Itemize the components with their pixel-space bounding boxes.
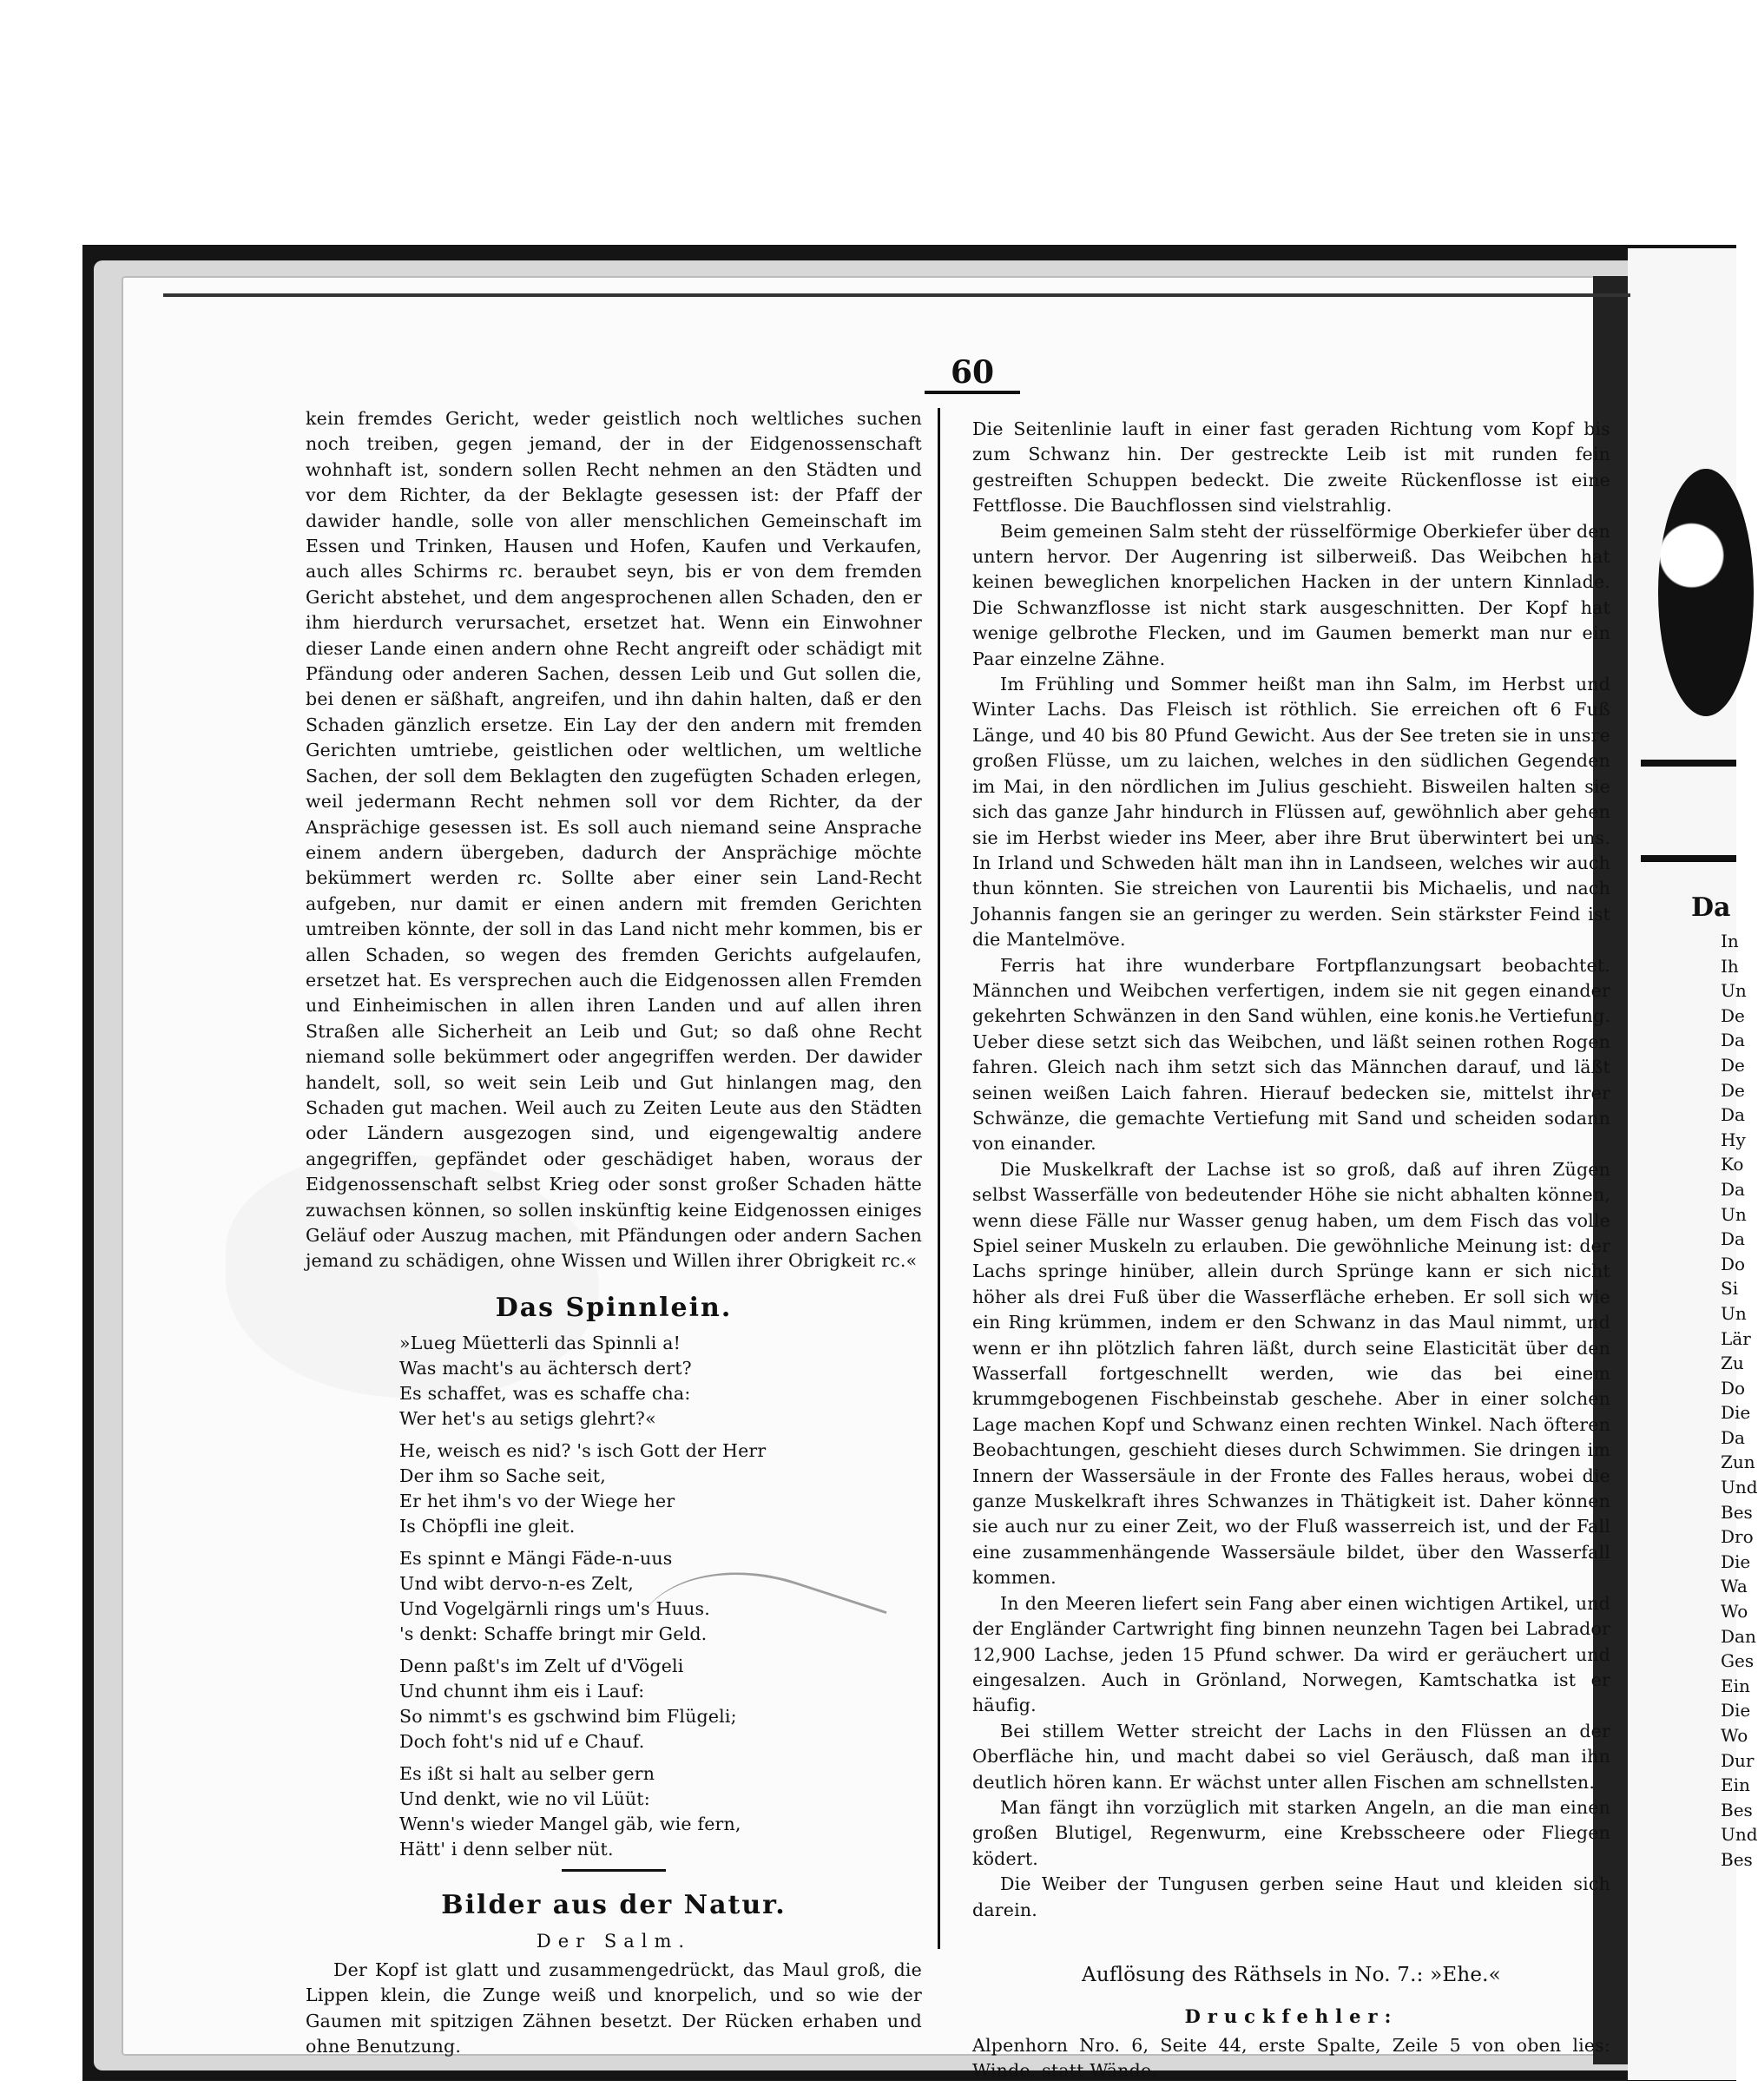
line-fragment: Da [1721,1104,1745,1126]
poem-line: Und wibt dervo-n-es Zelt, [399,1573,634,1595]
line-fragment: Die [1721,1700,1751,1721]
poem-line: Er het ihm's vo der Wiege her [399,1491,675,1512]
poem-stanza [399,1761,922,1862]
poem-stanza [399,1331,922,1432]
line-fragment: Zun [1721,1452,1755,1473]
riddle-solution: Auflösung des Räthsels in No. 7.: »Ehe.« [1082,1963,1501,1986]
salm-paragraph: Die Muskelkraft der Lachse ist so groß, daß auf ihren Zügen selbst Wasserfälle von bedeutender Höhe sie nicht abhalten können, wenn diese Fälle nur Wasser genug haben, um dem Fisch das volle Spiel seiner Muskeln zu erlauben. Die gewöhnliche Meinung ist: der Lachs springe hinüber, allein durch Sprünge kann er sich nicht höher als drei Fuß über die Wasserfläche erheben. Er soll sich wie ein Ring krümmen, indem er den Schwanz in das Maul nimmt, und wenn er ihn plötzlich fahren läßt, durch seine Elasticität über den Wasserfall fortgeschnellt werden, wie das bei einem krummgebogenen Fischbeinstab geschehe. Aber in einer solchen Lage machen Kopf und Schwanz einen rechten Winkel. Nach öfteren Beobachtungen, geschieht dieses durch Schwimmen. Sie dringen im Innern der Wassersäule in der Fronte des Falles heraus, wobei die ganze Muskelkraft ihres Schwanzes in Thätigkeit ist. Daher können sie auch nur zu einer Zeit, wo der Fluß wasserreich ist, und der Fall eine zusammenhängende Wassersäule bildet, über den Wasserfall kommen. [972,1158,1610,1589]
line-fragment: Un [1721,980,1747,1002]
poem-line: 's denkt: Schaffe bringt mir Geld. [399,1623,708,1645]
right-page-line-fragments [1721,929,1758,1873]
poem-line: Und denkt, wie no vil Lüüt: [399,1788,650,1810]
salm-paragraph: In den Meeren liefert sein Fang aber einen wichtigen Artikel, und der Engländer Cartwright fing binnen neunzehn Tagen bei Labrador 12,900 Lachse, jeden 15 Pfund schwer. Da wird er geräuchert und eingesalzen. Auch in Grönland, Norwegen, Kamtschatka ist er häufig. [972,1592,1610,1716]
page-number-rule [925,391,1020,394]
poem-line: Es spinnt e Mängi Fäde-n-uus [399,1548,673,1570]
poem-line: Wenn's wieder Mangel gäb, wie fern, [399,1814,741,1835]
poem-line: Es ißt si halt au selber gern [399,1763,655,1785]
right-page-rule [1641,760,1736,767]
salm-paragraph: Die Weiber der Tungusen gerben seine Haut und kleiden sich darein. [972,1873,1610,1920]
poem [399,1331,922,1862]
column-divider [938,408,940,1949]
line-fragment: De [1721,1079,1745,1101]
line-fragment: Ih [1721,955,1739,977]
poem-line: Was macht's au ächtersch dert? [399,1358,692,1379]
line-fragment: Si [1721,1278,1739,1300]
line-fragment: Und [1721,1477,1758,1498]
salm-paragraph: Beim gemeinen Salm steht der rüsselförmige Oberkiefer über den untern hervor. Der Augenring ist silberweiß. Das Weibchen hat keinen beweglichen knorpelichen Hacken in der untern Kinnlade. Die Schwanzflosse ist nicht stark ausgeschnitten. Der Kopf hat wenige gelbrothe Flecken, und im Gaumen bemerkt man nur ein Paar einzelne Zähne. [972,520,1610,669]
salm-intro-paragraph: Der Kopf ist glatt und zusammengedrückt, das Maul groß, die Lippen klein, die Zunge weiß und knorpelich, und so wie der Gaumen mit spitzigen Zähnen besetzt. Der Rücken erhaben und ohne Benutzung. [306,1959,922,2057]
section-divider [562,1869,666,1872]
line-fragment: In [1721,931,1739,951]
poem-line: Und Vogelgärnli rings um's Huus. [399,1598,710,1620]
right-column [972,417,1610,2084]
poem-line: Der ihm so Sache seit, [399,1465,606,1487]
right-page-rule [1641,855,1736,862]
poem-line: »Lueg Müetterli das Spinnli a! [399,1333,681,1354]
line-fragment: Zu [1721,1353,1744,1374]
right-page-title-fragment: Da [1691,892,1731,923]
line-fragment: Do [1721,1253,1746,1274]
page-number: 60 [950,354,995,391]
line-fragment: Wa [1721,1576,1748,1597]
line-fragment: Ko [1721,1154,1744,1175]
poem-title: Das Spinnlein. [495,1292,733,1323]
line-fragment: Un [1721,1203,1747,1225]
line-fragment: Ein [1721,1774,1750,1796]
poem-line: Und chunnt ihm eis i Lauf: [399,1681,645,1702]
line-fragment: Die [1721,1550,1751,1572]
poem-stanza [399,1654,922,1754]
poem-line: So nimmt's es gschwind bim Flügeli; [399,1706,737,1728]
poem-stanza [399,1438,922,1539]
line-fragment: Da [1721,1178,1745,1200]
left-column [306,406,922,2060]
poem-stanza [399,1546,922,1647]
poem-line: Wer het's au setigs glehrt?« [399,1408,656,1430]
section-title: Bilder aus der Natur. [441,1890,787,1921]
line-fragment: De [1721,1004,1745,1026]
line-fragment: Bes [1721,1848,1753,1870]
right-page-emblem-icon [1658,469,1754,716]
poem-line: Es schaffet, was es schaffe cha: [399,1383,691,1405]
section-subtitle: Der Salm. [536,1930,692,1952]
line-fragment: Hy [1721,1129,1746,1150]
poem-line: Denn paßt's im Zelt uf d'Vögeli [399,1656,684,1677]
salm-paragraph: Die Seitenlinie lauft in einer fast geraden Richtung vom Kopf bis zum Schwanz hin. Der gestreckte Leib ist mit runden fein gestreiften Schuppen bedeckt. Die zweite Rückenflosse ist eine Fettflosse. Die Bauchflossen sind vielstrahlig. [972,418,1610,517]
line-fragment: Bes [1721,1799,1753,1820]
line-fragment: De [1721,1054,1745,1076]
errata-title: Druckfehler: [1184,2005,1399,2028]
line-fragment: Ges [1721,1650,1755,1672]
line-fragment: Ein [1721,1675,1750,1696]
line-fragment: Dan [1721,1625,1756,1647]
salm-paragraph: Ferris hat ihre wunderbare Fortpflanzungsart beobachtet. Männchen und Weibchen verfertigen, indem sie nit gegen einander gekehrten Schwänzen in den Sand wühlen, eine konis.he Vertiefung. Ueber diese setzt sich das Weibchen, und läßt seinen rothen Rogen fahren. Gleich nach ihm setzt sich das Männchen darauf, und läßt seinen weißen Laich fahren. Hierauf bedecken sie, mittelst ihrer Schwänze, die gemachte Vertiefung mit Sand und scheiden sodann von einander. [972,954,1610,1155]
line-fragment: Wo [1721,1601,1748,1623]
line-fragment: Dro [1721,1526,1754,1548]
line-fragment: Do [1721,1377,1746,1399]
top-page-rule [163,293,1630,297]
line-fragment: Bes [1721,1501,1753,1523]
line-fragment: Wo [1721,1725,1748,1746]
salm-paragraph: Im Frühling und Sommer heißt man ihn Salm, im Herbst und Winter Lachs. Das Fleisch ist röthlich. Sie erreichen oft 6 Fuß Länge, und 40 bis 80 Pfund Gewicht. Aus der See treten sie in unsre großen Flüsse, um zu laichen, welches in den südlichen Gegenden im Mai, in den nördlichen im Julius geschieht. Bisweilen halten sie sich das ganze Jahr hindurch in Flüssen auf, gewöhnlich aber gehen sie im Herbst wieder ins Meer, aber ihre Brut überwintert bei uns. In Irland und Schweden hält man ihn in Landseen, welches wir auch thun könnten. Sie streichen von Laurentii bis Michaelis, und nach Johannis fangen sie an geringer zu werden. Sein stärkster Feind ist die Mantelmöve. [972,674,1610,951]
line-fragment: Da [1721,1228,1745,1250]
errata-text: Alpenhorn Nro. 6, Seite 44, erste Spalte, Zeile 5 von oben lies: Winde, statt Wände. [972,2034,1610,2082]
line-fragment: Und [1721,1824,1758,1846]
salm-paragraph: Bei stillem Wetter streicht der Lachs in den Flüssen an der Oberfläche hin, und macht dabei so viel Geräusch, daß man ihn deutlich hören kann. Er wächst unter allen Fischen am schnellsten. [972,1720,1610,1793]
law-text-paragraph: kein fremdes Gericht, weder geistlich noch weltliches suchen noch treiben, gegen jemand, der in der Eidgenossenschaft wohnhaft ist, sondern sollen Recht nehmen an den Städten und vor dem Richter, da der Beklagte gesessen ist: der Pfaff der dawider handle, solle von aller menschlichen Gemeinschaft im Essen und Trinken, Hausen und Hofen, Kaufen und Verkaufen, auch alles Schirms rc. beraubet seyn, bis er von dem fremden Gericht abstehet, und dem angesprochenen allen Schaden, den er ihm hierdurch verursachet, ersetzet hat. Wenn ein Einwohner dieser Lande einen andern ohne Recht angreift oder schädigt mit Pfändung oder anderen Sachen, dessen Leib und Gut sollen die, bei denen er säßhaft, angreifen, und ihn dahin halten, daß er den Schaden gänzlich ersetze. Ein Lay der den andern mit fremden Gerichten umtriebe, geistlichen oder weltlichen, um weltliche Sachen, der soll dem Beklagten den zugefügten Schaden erlegen, weil jedermann Recht nehmen soll vor dem Richter, da der Ansprächige gesessen ist. Es soll auch niemand seine Ansprache einem andern übergeben, dadurch der Ansprächige möchte bekümmert werden rc. Sollte aber einer sein Land-Recht aufgeben, nur damit er einen andern mit fremden Gerichten umtreiben könnte, der soll in das Land nicht mehr kommen, bis er allen Schaden, so wegen des fremden Gerichts aufgelaufen, ersetzet hat. Es versprechen auch die Eidgenossen allen Fremden und Einheimischen in allen ihren Landen und auf allen ihren Straßen alle Sicherheit an Leib und Gut; so daß ohne Recht niemand solle bekümmert oder angegriffen werden. Der dawider handelt, soll, so weit sein Leib und Gut hinlangen mag, den Schaden gut machen. Weil auch zu Zeiten Leute aus den Städten oder Ländern ausgezogen sind, und eigengewaltig andere angegriffen, gepfändet oder geschädiget haben, woraus der Eidgenossenschaft selbst Krieg oder sonst großer Schaden hätte zuwachsen können, so sollen inskünftig keine Eidgenossen einiges Geläuf oder Auszug machen, mit Pfändungen oder andern Sachen jemand zu schädigen, ohne Wissen und Willen ihrer Obrigkeit rc.« [306,408,922,1272]
poem-line: Hätt' i denn selber nüt. [399,1839,614,1860]
poem-line: He, weisch es nid? 's isch Gott der Herr [399,1440,767,1462]
salm-paragraph: Man fängt ihn vorzüglich mit starken Angeln, an die man einen großen Blutigel, Regenwurm, eine Krebsscheere oder Fliegen ködert. [972,1796,1610,1869]
line-fragment: Die [1721,1402,1751,1424]
poem-line: Doch foht's nid uf e Chauf. [399,1731,645,1753]
line-fragment: Un [1721,1302,1747,1324]
line-fragment: Da [1721,1030,1745,1051]
line-fragment: Lär [1721,1327,1751,1349]
line-fragment: Dur [1721,1749,1755,1771]
line-fragment: Da [1721,1426,1745,1448]
poem-line: Is Chöpfli ine gleit. [399,1516,576,1537]
